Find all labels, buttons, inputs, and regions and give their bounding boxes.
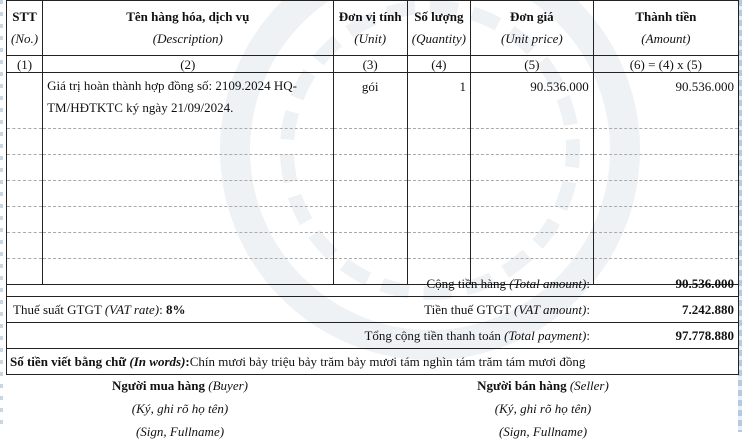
invoice-items-table: [6, 0, 739, 285]
amount-in-words: Số tiền viết bằng chữ (In words):Chín mươi bảy triệu bảy trăm bảy mươi tám nghìn tám trăm tám mươi đồng: [10, 354, 586, 369]
cell-quantity: 1: [407, 73, 470, 129]
seller-signature: Người bán hàng (Seller) (Ký, ghi rõ họ tên) (Sign, Fullname): [477, 378, 609, 439]
total-payment-label: Tổng cộng tiền thanh toán (Total payment):: [364, 328, 590, 343]
header-amount: Thành tiền (Amount): [593, 1, 738, 56]
table-row-empty: [7, 207, 739, 233]
header-description: Tên hàng hóa, dịch vụ (Description): [43, 1, 333, 56]
total-amount-label: Cộng tiền hàng (Total amount):: [426, 276, 590, 291]
header-unit-price: Đơn giá (Unit price): [470, 1, 593, 56]
vat-amount-value: 7.242.880: [682, 302, 734, 317]
table-row: [7, 73, 739, 129]
total-payment-row: [6, 323, 739, 349]
header-quantity: Số lượng (Quantity): [407, 1, 470, 56]
amount-in-words-row: [6, 349, 739, 375]
table-row-empty: [7, 181, 739, 207]
total-payment-value: 97.778.880: [675, 328, 734, 343]
index-cell: (4): [407, 56, 470, 73]
header-unit: Đơn vị tính (Unit): [333, 1, 407, 56]
cell-unit: gói: [333, 73, 407, 129]
index-cell: (2): [43, 56, 333, 73]
vat-amount-label: Tiền thuế GTGT (VAT amount):: [424, 302, 590, 317]
index-cell: (5): [470, 56, 593, 73]
table-row-empty: [7, 129, 739, 155]
table-row-empty: [7, 155, 739, 181]
cell-amount: 90.536.000: [593, 73, 738, 129]
index-cell: (1): [7, 56, 43, 73]
header-no: STT (No.): [7, 1, 43, 56]
column-index-row: [7, 56, 739, 73]
buyer-signature: Người mua hàng (Buyer) (Ký, ghi rõ họ tên) (Sign, Fullname): [112, 378, 248, 439]
index-cell: (6) = (4) x (5): [593, 56, 738, 73]
total-amount-row: [6, 271, 739, 297]
table-row-empty: [7, 233, 739, 259]
vat-row: [6, 297, 739, 323]
cell-unit-price: 90.536.000: [470, 73, 593, 129]
cell-description: Giá trị hoàn thành hợp đồng số: 2109.2024 HQ-TM/HĐTKTC ký ngày 21/09/2024.: [43, 73, 333, 129]
decorative-border-left: [0, 0, 3, 432]
index-cell: (3): [333, 56, 407, 73]
table-header: [7, 1, 739, 56]
vat-rate: Thuế suất GTGT (VAT rate): 8%: [13, 302, 186, 317]
total-amount-value: 90.536.000: [675, 276, 734, 291]
cell-no: [7, 73, 43, 129]
